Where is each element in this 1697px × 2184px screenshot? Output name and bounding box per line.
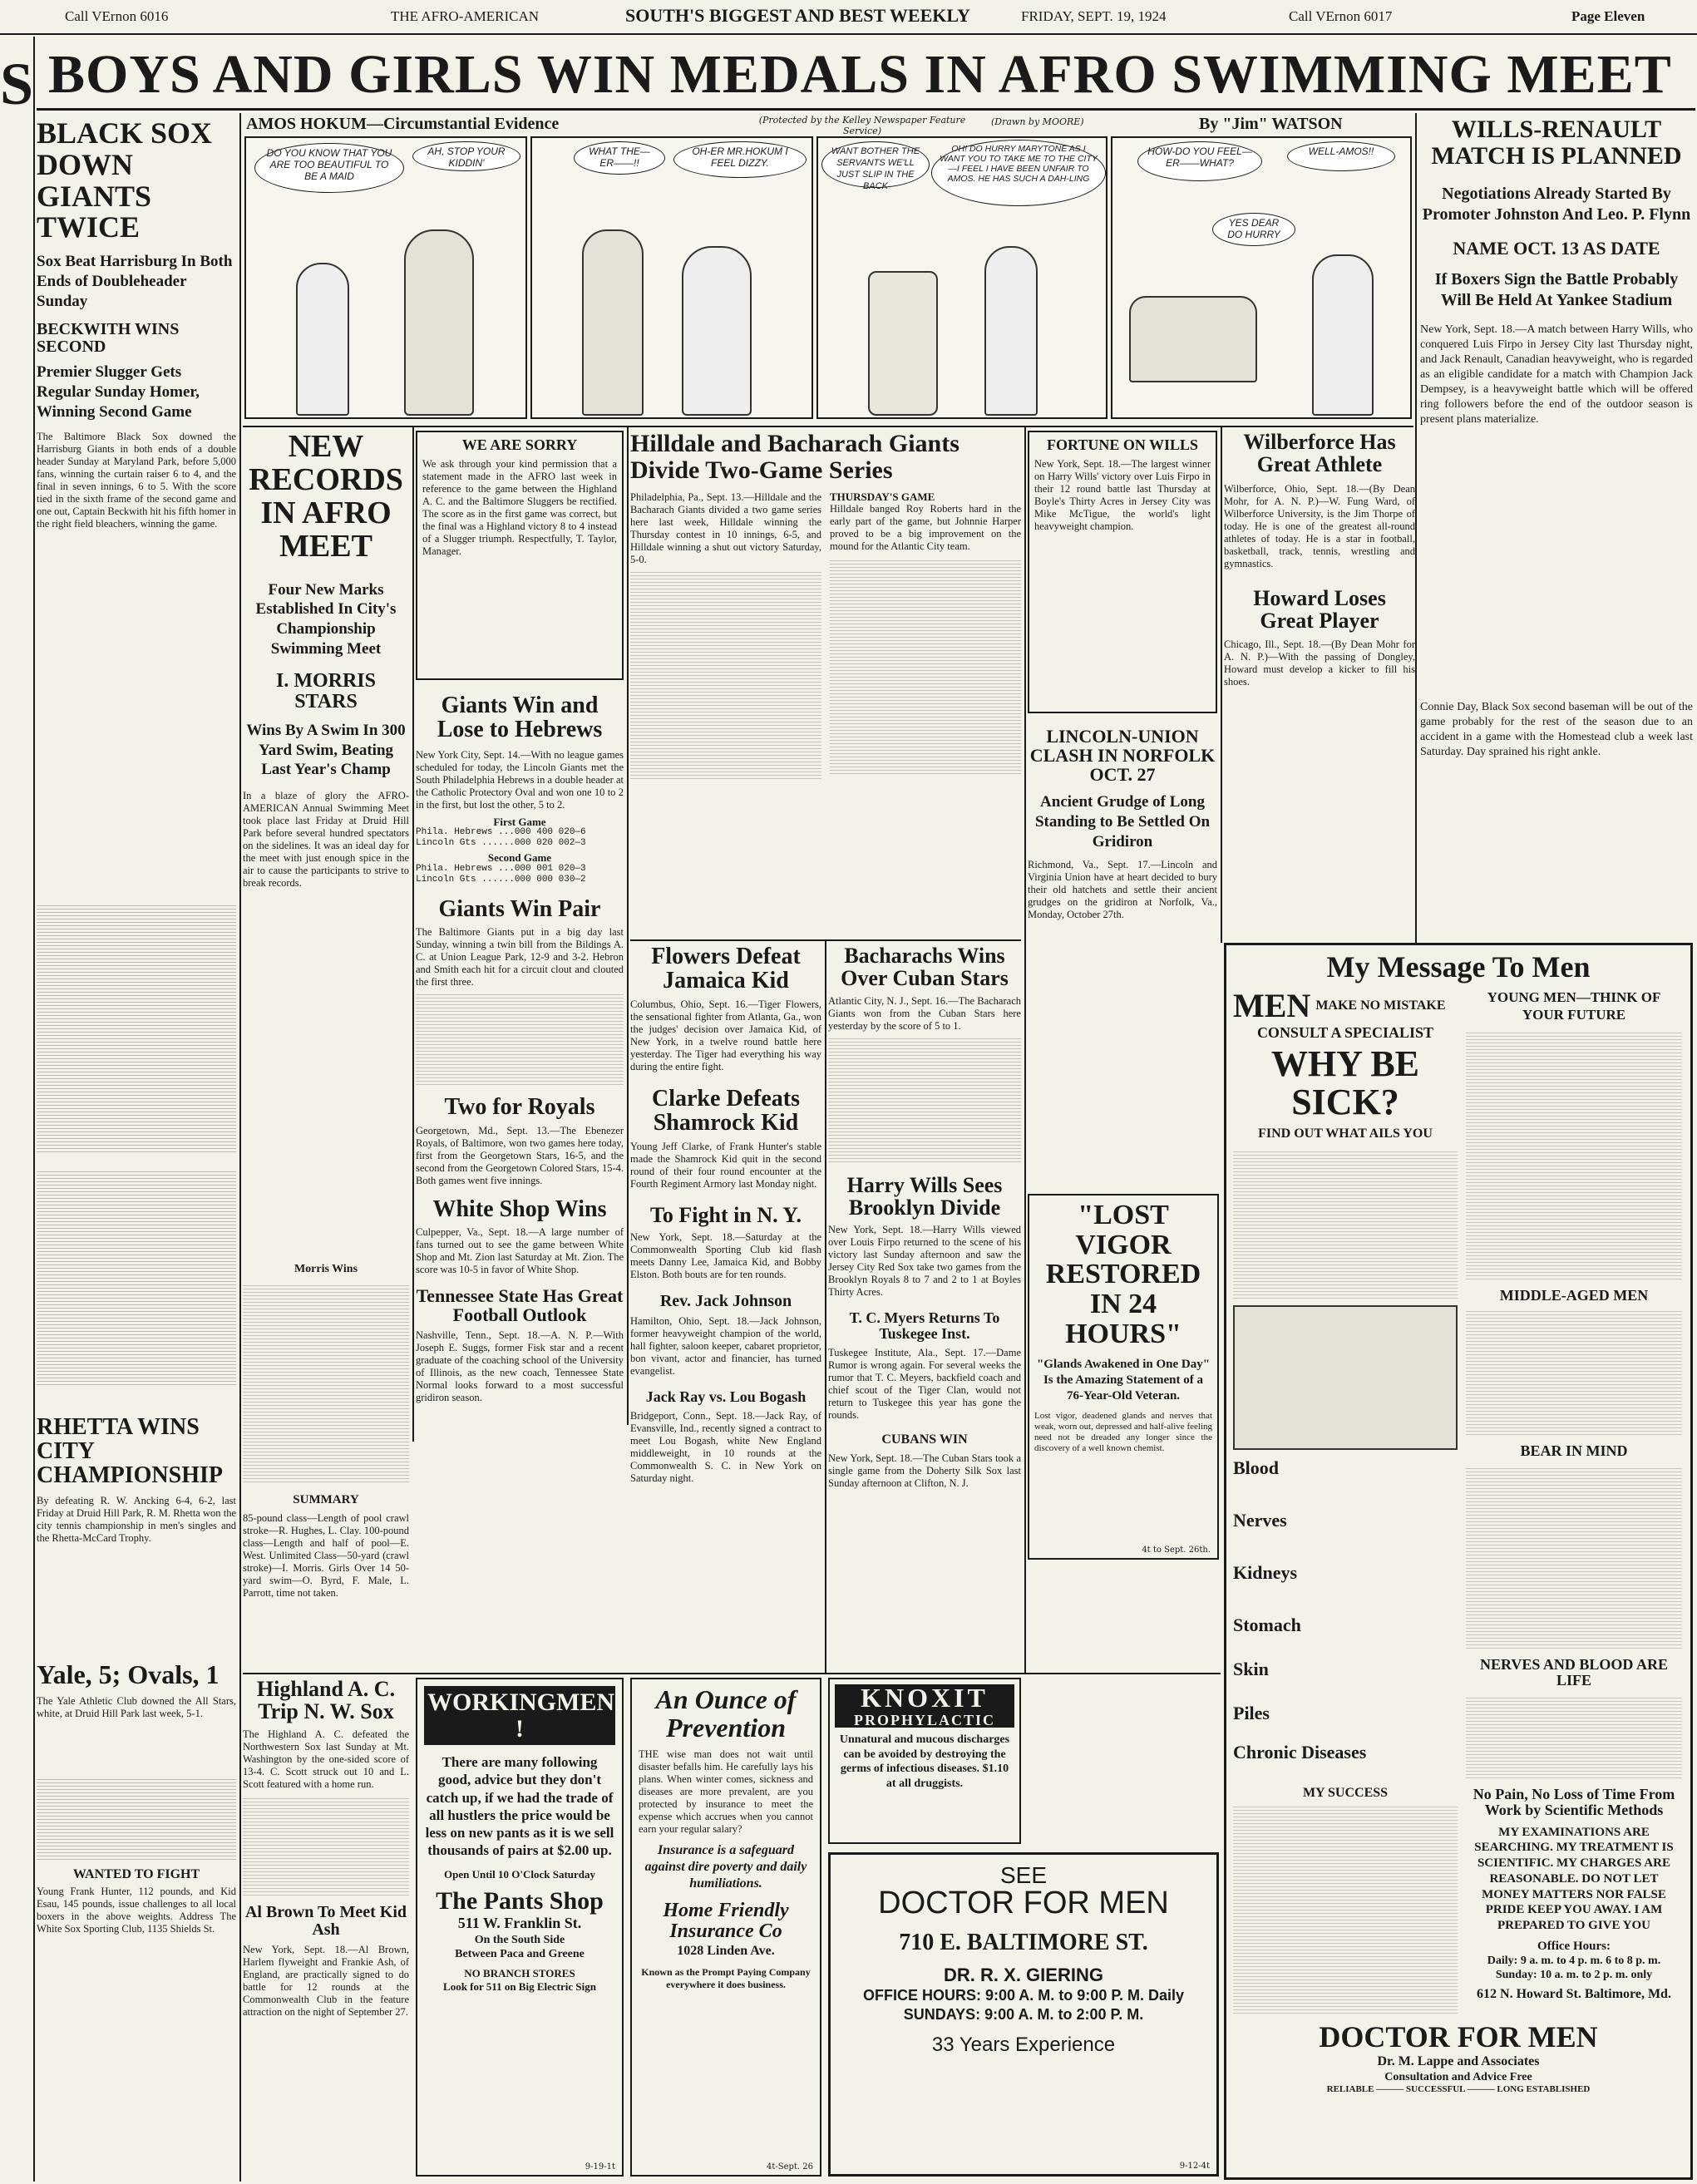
left-column — [37, 113, 236, 2182]
ounce-headline: An Ounce of Prevention — [655, 1684, 797, 1743]
flowers-body: Columbus, Ohio, Sept. 16.—Tiger Flowers, the sensational fighter from Atlanta, Ga., won the judges' decision over Jamaica Kid, of New York, in a twelve round battle here yesterday. The Tiger had everything his way during the entire fight. — [630, 998, 821, 1072]
speech-bubble: YES DEAR DO HURRY — [1212, 213, 1295, 246]
make-no-mistake: MAKE NO MISTAKE — [1315, 998, 1446, 1013]
lappe: Dr. M. Lappe and Associates — [1377, 2053, 1540, 2068]
doctor-experience: 33 Years Experience — [931, 2033, 1116, 2056]
second-game: Second Game — [487, 851, 552, 865]
harry-body: New York, Sept. 18.—Harry Wills viewed over Louis Firpo returned to the scene of his victory last Sunday afternoon and saw the Jersey City Red Sox take two games from the Brooklyn Royals 8 to 7 and 2 to 1 at Boyles Thirty Acres. — [828, 1224, 1021, 1299]
sorry-body: We ask through your kind permission that a statement made in the AFRO last week in reference to the game between the Highland A. C. and the Baltimore Sluggers be rectified. The score as in the first game was correct, but the final was a Highland victory 8 to 4 instead of a Slugger triumph. Respectfully, T. Taylor, Manager. — [422, 457, 617, 557]
column-rule — [239, 113, 241, 2182]
pants-shop: The Pants Shop — [436, 1886, 604, 1915]
middle-column-4 — [828, 944, 1021, 1668]
rhetta-body: By defeating R. W. Ancking 6-4, 6-2, last Friday at Druid Hill Park, R. M. Rhetta won the city tennis championship in men's singles and the Rhetta-McCard Trophy. — [37, 1494, 236, 1544]
office-hours-label: Office Hours: — [1537, 1939, 1611, 1953]
doctor-name: DR. R. X. GIERING — [944, 1964, 1103, 1985]
black-sox-body: The Baltimore Black Sox downed the Harrisburg Giants in both ends of a double header Sunday at Maryland Park, before 5,000 fans, winning the curtain raiser 6 to 4, and the final in seven innings, 6 to 5. With the score tied in the sixth frame of the second game and one out, Captain Beckwith hit his fifth homer in the right field bleachers, winning the game. — [37, 430, 236, 530]
speech-bubble: WHAT THE— ER——!! — [574, 141, 665, 175]
wilberforce-headline: Wilberforce Has Great Athlete — [1243, 431, 1396, 477]
doctor-sundays: SUNDAYS: 9:00 A. M. to 2:00 P. M. — [903, 2005, 1144, 2023]
no-pain: No Pain, No Loss of Time From Work by Scientific Methods — [1473, 1785, 1675, 1818]
examinations: MY EXAMINATIONS ARE SEARCHING. MY TREATMENT IS SCIENTIFIC. MY CHARGES ARE REASONABLE. DO NOT LET MONEY MATTERS NOR FALSE PRIDE KEEP YOU AWAY. I AM PREPARED TO GIVE YOU — [1474, 1825, 1674, 1933]
giants-pair-headline: Giants Win Pair — [438, 896, 601, 923]
open-until: Open Until 10 O'Clock Saturday — [443, 1867, 596, 1881]
lost-vigor-sub: "Glands Awakened in One Day" Is the Amazing Statement of a 76-Year-Old Veteran. — [1036, 1358, 1211, 1403]
home-friendly: Home Friendly Insurance Co — [663, 1900, 789, 1943]
giants-pair-body: The Baltimore Giants put in a big day last Sunday, winning a twin bill from the Bildings A. C. at Union League Park, 12-9 and 3-2. Hebron and Smith each hit for a circuit clout and clouted the first three. — [416, 926, 624, 988]
lost-vigor-ad — [1028, 1194, 1219, 1560]
comic-panel-1 — [244, 136, 527, 419]
wills-deck1: Negotiations Already Started By Promoter Johnston And Leo. P. Flynn — [1422, 185, 1691, 224]
column-rule — [825, 941, 826, 1673]
white-shop-body: Culpepper, Va., Sept. 18.—A large number of fans turned out to see the game between White Shop and Mt. Zion last Saturday at Mt. Zion. The score was 10-5 in favor of White Shop. — [416, 1226, 624, 1276]
amos-maid-figure — [682, 246, 752, 416]
kidneys-label: Kidneys — [1233, 1561, 1298, 1583]
masthead-date: FRIDAY, SEPT. 19, 1924 — [1021, 8, 1167, 24]
ad-run-date: 9-19-1t — [585, 2162, 615, 2172]
consultation-free: Consultation and Advice Free — [1384, 2070, 1532, 2083]
lincoln-body: Richmond, Va., Sept. 17.—Lincoln and Virginia Union have at heart decided to bury their old hatchets and settle their ancient grudges on the gridiron at Norfolk, Va., Monday, October 27th. — [1028, 858, 1217, 920]
piles-label: Piles — [1233, 1703, 1270, 1724]
workingmen-body: There are many following good, advice but they don't catch up, if we had the trade of all hustlers the price would be less on new pants as it is we sell thousands of pairs at $2.00 up. — [425, 1754, 614, 1859]
my-success: MY SUCCESS — [1302, 1786, 1389, 1801]
amos-figure — [296, 263, 349, 416]
left-edge-letter: S — [0, 51, 34, 117]
ad-copy — [1466, 1466, 1682, 1649]
harry-headline: Harry Wills Sees Brooklyn Divide — [846, 1172, 1003, 1220]
ray-headline: Jack Ray vs. Lou Bogash — [645, 1388, 807, 1405]
bacharachs-headline: Bacharachs Wins Over Cuban Stars — [841, 944, 1009, 991]
hilldale-headline: Hilldale and Bacharach Giants Divide Two-Game Series — [630, 431, 959, 484]
black-sox-deck: Sox Beat Harrisburg In Both Ends of Doubleheader Sunday — [37, 253, 233, 310]
office-hours: Daily: 9 a. m. to 4 p. m. 6 to 8 p. m. Sunday: 10 a. m. to 2 p. m. only — [1487, 1954, 1661, 1982]
box-score-second — [37, 1169, 236, 1385]
reliable: RELIABLE ——— SUCCESSFUL ——— LONG ESTABLISHED — [1326, 2084, 1591, 2095]
blood-label: Blood — [1233, 1457, 1280, 1478]
royals-body: Georgetown, Md., Sept. 13.—The Ebenezer Royals, of Baltimore, won two games here today, first from the Georgetown Stars, 16-5, and the second from the Georgetown Colored Stars, 15-4. Both games went five innings. — [416, 1124, 624, 1186]
yale-body: The Yale Athletic Club downed the All Stars, white, at Druid Hill Park last week, 5-1. — [37, 1695, 236, 1720]
masthead-slogan: SOUTH'S BIGGEST AND BEST WEEKLY — [625, 5, 970, 26]
wilberforce-body: Wilberforce, Ohio, Sept. 18.—(By Dean Mohr, for A. N. P.)—W. Fung Ward, of Wilberforce University, is the Jim Thorpe of today. He is one of the greatest all-round athletes of today. He is a star in football, basketball, track, tennis, wrestling and gymnastics. — [1224, 482, 1415, 569]
amos-wife-figure — [1312, 254, 1374, 416]
speech-bubble: HOW-DO YOU FEEL— ER——WHAT? — [1137, 141, 1262, 181]
workingmen-headline: WORKINGMEN ! — [424, 1686, 615, 1745]
speech-bubble: DO YOU KNOW THAT YOU ARE TOO BEAUTIFUL TO BE A MAID — [254, 143, 404, 193]
doctor-office-hours: OFFICE HOURS: 9:00 A. M. to 9:00 P. M. Daily — [862, 1986, 1185, 2004]
records-deck1: Four New Marks Established In City's Championship Swimming Meet — [255, 580, 397, 658]
tennessee-body: Nashville, Tenn., Sept. 18.—A. N. P.—With Joseph E. Suggs, former Fisk star and a recent graduate of the coaching school of the University of Illinois, as the new coach, Tennessee State Normal looks forward to a most successful gridiron season. — [416, 1329, 624, 1404]
hilldale-body2: Hilldale banged Roy Roberts hard in the early part of the game, but Johnnie Harper proved to be a big improvement on the mound for the Atlantic City team. — [830, 502, 1021, 552]
records-deck2: I. MORRIS STARS — [275, 669, 376, 712]
column-rule — [412, 427, 414, 1442]
stomach-label: Stomach — [1233, 1614, 1301, 1635]
knoxit-body: Unnatural and mucous discharges can be avoided by destroying the germs of infectious diseases. $1.10 at all druggists. — [839, 1733, 1010, 1790]
flowers-headline: Flowers Defeat Jamaica Kid — [651, 944, 801, 994]
doctor-illustration — [1233, 1305, 1458, 1450]
ad-copy — [1233, 1806, 1458, 2014]
skin-label: Skin — [1233, 1659, 1269, 1680]
pants-shop-address: 511 W. Franklin St. — [457, 1915, 582, 1932]
speech-bubble: AH, STOP YOUR KIDDIN' — [412, 141, 520, 171]
column-rule — [1024, 427, 1026, 1674]
myers-headline: T. C. Myers Returns To Tuskegee Inst. — [849, 1309, 1000, 1343]
wills-deck3: If Boxers Sign the Battle Probably Will Be Held At Yankee Stadium — [1434, 270, 1679, 310]
cubans-body: New York, Sept. 18.—The Cuban Stars took a single game from the Doherty Silk Sox last Sunday afternoon at Clifton, N. J. — [828, 1452, 1021, 1489]
highland-body: The Highland A. C. defeated the Northwestern Sox last Sunday at Mt. Washington by the one-sided score of 13-4. C. Scott struck out 10 and L. Scott featured with a home run. — [243, 1728, 409, 1790]
yale-box-score — [37, 1777, 236, 1860]
known-as: Known as the Prompt Paying Company everywhere it does business. — [641, 1965, 811, 1990]
south-side: On the South Side — [474, 1933, 565, 1946]
wilberforce-column — [1224, 431, 1415, 939]
records-text — [243, 1283, 409, 1482]
lincoln-deck: Ancient Grudge of Long Standing to Be Settled On Gridiron — [1034, 793, 1211, 850]
hilldale-body: Philadelphia, Pa., Sept. 13.—Hilldale and the Bacharach Giants divided a two game series here last week, Hilldale winning the Thursday contest in 10 innings, 6-5, and Hilldale winning a shut out victory Saturday, 5-0. — [630, 491, 821, 565]
score-line: Phila. Hebrews ...000 400 020—6 Lincoln Gts ......000 020 002—3 — [416, 827, 586, 849]
home-friendly-address: 1028 Linden Ave. — [677, 1943, 775, 1958]
cubans-headline: CUBANS WIN — [881, 1432, 968, 1447]
we-are-sorry-box — [416, 431, 624, 680]
no-branch: NO BRANCH STORES — [464, 1966, 575, 1979]
tennessee-headline: Tennessee State Has Great Football Outlook — [416, 1285, 624, 1326]
page-number: Page Eleven — [1571, 8, 1645, 24]
between-streets: Between Paca and Greene — [455, 1948, 585, 1961]
box-score — [828, 1038, 1021, 1162]
ounce-prevention-ad — [630, 1678, 821, 2177]
fortune-headline: FORTUNE ON WILLS — [1046, 436, 1199, 453]
morris-head: Morris Wins — [294, 1263, 358, 1276]
sorry-headline: WE ARE SORRY — [461, 436, 578, 453]
records-deck3: Wins By A Swim In 300 Yard Swim, Beating Last Year's Champ — [246, 721, 406, 779]
ray-body: Bridgeport, Conn., Sept. 18.—Jack Ray, of Evansville, Ind., recently signed a contract to meet Lou Bogash, white New England middleweight, in 10 rounds at the Commonwealth S. C. in New York on Saturday night. — [630, 1409, 821, 1484]
nerves-label: Nerves — [1233, 1509, 1287, 1531]
black-sox-deck2: BECKWITH WINS SECOND — [37, 320, 180, 357]
comic-author: By "Jim" WATSON — [1199, 115, 1343, 133]
find-out: FIND OUT WHAT AILS YOU — [1258, 1126, 1433, 1141]
wills-deck2: NAME OCT. 13 AS DATE — [1453, 238, 1660, 259]
doctor-address: 710 E. BALTIMORE ST. — [899, 1930, 1148, 1956]
highland-headline: Highland A. C. Trip N. W. Sox — [256, 1678, 396, 1724]
comic-panel-4 — [1111, 136, 1412, 419]
knoxit-brand: KNOXIT — [835, 1684, 1014, 1713]
masthead-paper: THE AFRO-AMERICAN — [391, 8, 540, 24]
section-rule — [243, 426, 1413, 427]
yale-headline: Yale, 5; Ovals, 1 — [37, 1659, 220, 1689]
box-score — [37, 903, 236, 1152]
giants-headline: Giants Win and Lose to Hebrews — [437, 693, 603, 743]
ad-copy — [1466, 1030, 1682, 1279]
brown-body: New York, Sept. 18.—Al Brown, Harlem flyweight and Frankie Ash, of England, are practically signed to do battle for 12 rounds at the Commonwealth Club in the feature attraction on the night of September 27. — [243, 1943, 409, 2018]
bear-in-mind: BEAR IN MIND — [1520, 1442, 1628, 1460]
ad-run-date: 4t-Sept. 26 — [766, 2162, 813, 2172]
lincoln-headline: LINCOLN-UNION CLASH IN NORFOLK OCT. 27 — [1029, 726, 1216, 786]
wills-renault-article — [1420, 116, 1693, 939]
box-score — [630, 571, 821, 779]
bottom-left-column — [243, 1678, 409, 2177]
giants-body: New York City, Sept. 14.—With no league games scheduled for today, the Lincoln Giants met the South Philadelphia Hebrews in a double header at the Catholic Protectory Oval and won one 10 to 2 in the first, but lost the other, 5 to 2. — [416, 748, 624, 811]
myers-body: Tuskegee Institute, Ala., Sept. 17.—Dame Rumor is wrong again. For several weeks the rumor that T. C. Meyers, backfield coach and chief scout of the Tiger Clan, would not return to Tuskegee this year has gone the rounds. — [828, 1346, 1021, 1421]
knoxit-ad — [828, 1678, 1021, 1844]
rhetta-headline: RHETTA WINS CITY CHAMPIONSHIP — [37, 1413, 223, 1489]
ounce-body: THE wise man does not wait until disaster befalls him. He carefully lays his plans. When winter comes, sickness and diseases are more prevalent, are you protected by insurance to meet the expense which accrues when you cannot earn your regular salary? — [639, 1748, 813, 1836]
comic-credit: (Protected by the Kelley Newspaper Feature Service) — [758, 115, 966, 136]
see: SEE — [999, 1862, 1048, 1888]
records-headline: NEW RECORDS IN AFRO MEET — [249, 431, 403, 564]
banner-rule — [37, 108, 1695, 111]
comic-title: AMOS HOKUM—Circumstantial Evidence — [246, 115, 560, 133]
black-sox-headline: BLACK SOX DOWN GIANTS TWICE — [37, 116, 213, 244]
comic-panel-3 — [816, 136, 1107, 419]
wills-renault-headline: WILLS-RENAULT MATCH IS PLANNED — [1431, 116, 1682, 170]
brown-headline: Al Brown To Meet Kid Ash — [244, 1902, 407, 1939]
speech-bubble: OH! DO HURRY MARYTONE AS I WANT YOU TO TAKE ME TO THE CITY—I FEEL I HAVE BEEN UNFAIR TO AMOS. HE HAS SUCH A DAH-LING — [931, 140, 1106, 206]
maid-figure — [404, 229, 474, 416]
column-rule — [1415, 113, 1417, 944]
safeguard: Insurance is a safeguard against dire poverty and daily humiliations. — [644, 1843, 807, 1891]
fortune-column — [1028, 431, 1217, 1187]
lost-vigor-headline: "LOST VIGOR RESTORED IN 24 HOURS" — [1045, 1200, 1201, 1349]
auto-figure — [1129, 296, 1257, 382]
banner-headline: BOYS AND GIRLS WIN MEDALS IN AFRO SWIMMING MEET — [48, 44, 1672, 105]
comic-panel-2 — [530, 136, 813, 419]
section-rule — [243, 1673, 1221, 1674]
ad-copy — [1233, 1149, 1458, 1299]
knoxit-sub: PROPHYLACTIC — [835, 1713, 1014, 1728]
masthead-phone-left: Call VErnon 6016 — [65, 8, 169, 24]
comic-drawer: (Drawn by MOORE) — [991, 116, 1084, 127]
doctor-title: DOCTOR FOR MEN — [878, 1886, 1169, 1921]
bacharachs-body: Atlantic City, N. J., Sept. 16.—The Bacharach Giants won from the Cuban Stars here yesterday by the score of 5 to 1. — [828, 994, 1021, 1032]
woman-figure — [984, 246, 1038, 416]
doctor-for-men: DOCTOR FOR MEN — [1319, 2020, 1598, 2054]
column-rule — [627, 427, 629, 1425]
consult-specialist: CONSULT A SPECIALIST — [1256, 1023, 1434, 1041]
workingmen-ad — [416, 1678, 624, 2177]
speech-bubble: OH-ER MR.HOKUM I FEEL DIZZY. — [673, 141, 807, 178]
car-figure — [868, 271, 938, 416]
howard-body: Chicago, Ill., Sept. 18.—(By Dean Mohr for A. N. P.)—With the passing of Dongley, Howard must develop a kicker to fill his shoes. — [1224, 638, 1415, 688]
nyfight-body: New York, Sept. 18.—Saturday at the Commonwealth Sporting Club kid flash meets Danny Lee, Jamaica Kid, and Bobby Elston. Both bouts are for ten rounds. — [630, 1230, 821, 1280]
fortune-box — [1028, 431, 1217, 713]
column-rule — [33, 37, 35, 2182]
clarke-headline: Clarke Defeats Shamrock Kid — [651, 1085, 801, 1136]
why-be-sick: WHY BE SICK? — [1270, 1043, 1420, 1123]
ad-copy — [1466, 1695, 1682, 1778]
address: 612 N. Howard St. Baltimore, Md. — [1477, 1986, 1671, 2001]
clarke-body: Young Jeff Clarke, of Frank Hunter's stable made the Shamrock Kid quit in the second round of their four round encounter at the Fourth Regiment Armory last Monday night. — [630, 1140, 821, 1190]
message-title: My Message To Men — [1326, 950, 1591, 984]
howard-headline: Howard Loses Great Player — [1253, 585, 1386, 633]
summary-head: SUMMARY — [293, 1492, 359, 1506]
wife-figure — [582, 229, 644, 416]
middle-column-3 — [630, 944, 821, 1668]
records-body: In a blaze of glory the AFRO-AMERICAN Annual Swimming Meet took place last Friday at Druid Hill Park before several hundred spectators on the sidelines. It was an ideal day for the meet with just enough spice in the air to cause the participants to strive to break records. — [243, 790, 409, 890]
column-rule — [1221, 427, 1222, 943]
first-game: First Game — [493, 815, 546, 828]
royals-headline: Two for Royals — [444, 1094, 595, 1121]
wanted-headline: WANTED TO FIGHT — [72, 1867, 200, 1882]
score-line: Phila. Hebrews ...000 001 020—3 Lincoln Gts ......000 000 030—2 — [416, 864, 586, 885]
johnson-headline: Rev. Jack Johnson — [659, 1291, 792, 1310]
speech-bubble: WELL-AMOS!! — [1287, 141, 1395, 171]
box-score — [243, 1796, 409, 1896]
chronic-label: Chronic Diseases — [1233, 1742, 1367, 1763]
thursday-head: THURSDAY'S GAME — [830, 491, 935, 503]
doctor-for-men-ad — [828, 1852, 1219, 2177]
box-score — [416, 993, 624, 1085]
wanted-body: Young Frank Hunter, 112 pounds, and Kid Esau, 145 pounds, issue challenges to all local boxers in the above weights. Address The White Sox Sporting Club, 1135 Shields St. — [37, 1886, 236, 1935]
fortune-body: New York, Sept. 18.—The largest winner on Harry Wills' victory over Luis Firpo in their 12 round battle last Thursday at Boyle's Thirty Acres in Jersey City was Mike McTigue, the world's light heavyweight champion. — [1034, 457, 1211, 532]
johnson-body: Hamilton, Ohio, Sept. 18.—Jack Johnson, former heavyweight champion of the world, hall fighter, saloon keeper, cabaret proprietor, bon vivant, actor and financier, has turned evangelist. — [630, 1314, 821, 1377]
message-to-men-ad — [1224, 943, 1693, 2180]
electric-sign: Look for 511 on Big Electric Sign — [443, 1980, 596, 1993]
hilldale-article — [630, 431, 1021, 938]
wills-body: New York, Sept. 18.—A match between Harry Wills, who conquered Luis Firpo in Jersey City last Thursday night, and Jack Renault, Canadian heavyweight, who is regarded as an eligible candidate for a match with Champion Jack Dempsey, is a heavyweight battle which will be offered ring followers before the end of the outdoor season is present plans materialize. — [1420, 323, 1693, 426]
men-word: MEN — [1233, 986, 1311, 1024]
comic-strip — [243, 115, 1413, 422]
black-sox-deck3: Premier Slugger Gets Regular Sunday Homer, Winning Second Game — [37, 363, 200, 421]
ad-copy — [1466, 1310, 1682, 1435]
nyfight-headline: To Fight in N. Y. — [649, 1202, 802, 1227]
middle-column-1 — [416, 431, 624, 1669]
speech-bubble: WANT BOTHER THE SERVANTS WE'LL JUST SLIP IN THE BACK — [821, 141, 930, 188]
box-score — [830, 558, 1021, 774]
middle-aged: MIDDLE-AGED MEN — [1499, 1287, 1649, 1304]
white-shop-headline: White Shop Wins — [432, 1196, 607, 1222]
ad-run-date: 4t to Sept. 26th. — [1142, 1546, 1211, 1555]
summary-body: 85-pound class—Length of pool crawl stroke—R. Hughes, L. Clay. 100-pound class—Length and half of pool—E. West. Unlimited Class—50-yard (crawl stroke)—I. Morris. Girls Over 14 50-yard swim—O. Byrd, F. Male, L. Parrott, time not taken. — [243, 1511, 409, 1599]
masthead-phone-right: Call VErnon 6017 — [1289, 8, 1393, 24]
masthead-rule — [0, 33, 1697, 35]
mousse-body: Connie Day, Black Sox second baseman will be out of the game probably for the rest of the season due to an accident in a game with the Homestead club a week last Saturday. Day sprained his right ankle. — [1420, 701, 1693, 759]
lost-vigor-body: Lost vigor, deadened glands and nerves that weak, worn out, depressed and half-alive feeling need not be dreaded any longer since the discovery of a well known chemist. — [1034, 1410, 1212, 1453]
nerves-blood: NERVES AND BLOOD ARE LIFE — [1480, 1656, 1668, 1689]
ad-run-date: 9-12-4t — [1179, 2162, 1210, 2171]
young-men: YOUNG MEN—THINK OF YOUR FUTURE — [1487, 988, 1661, 1023]
